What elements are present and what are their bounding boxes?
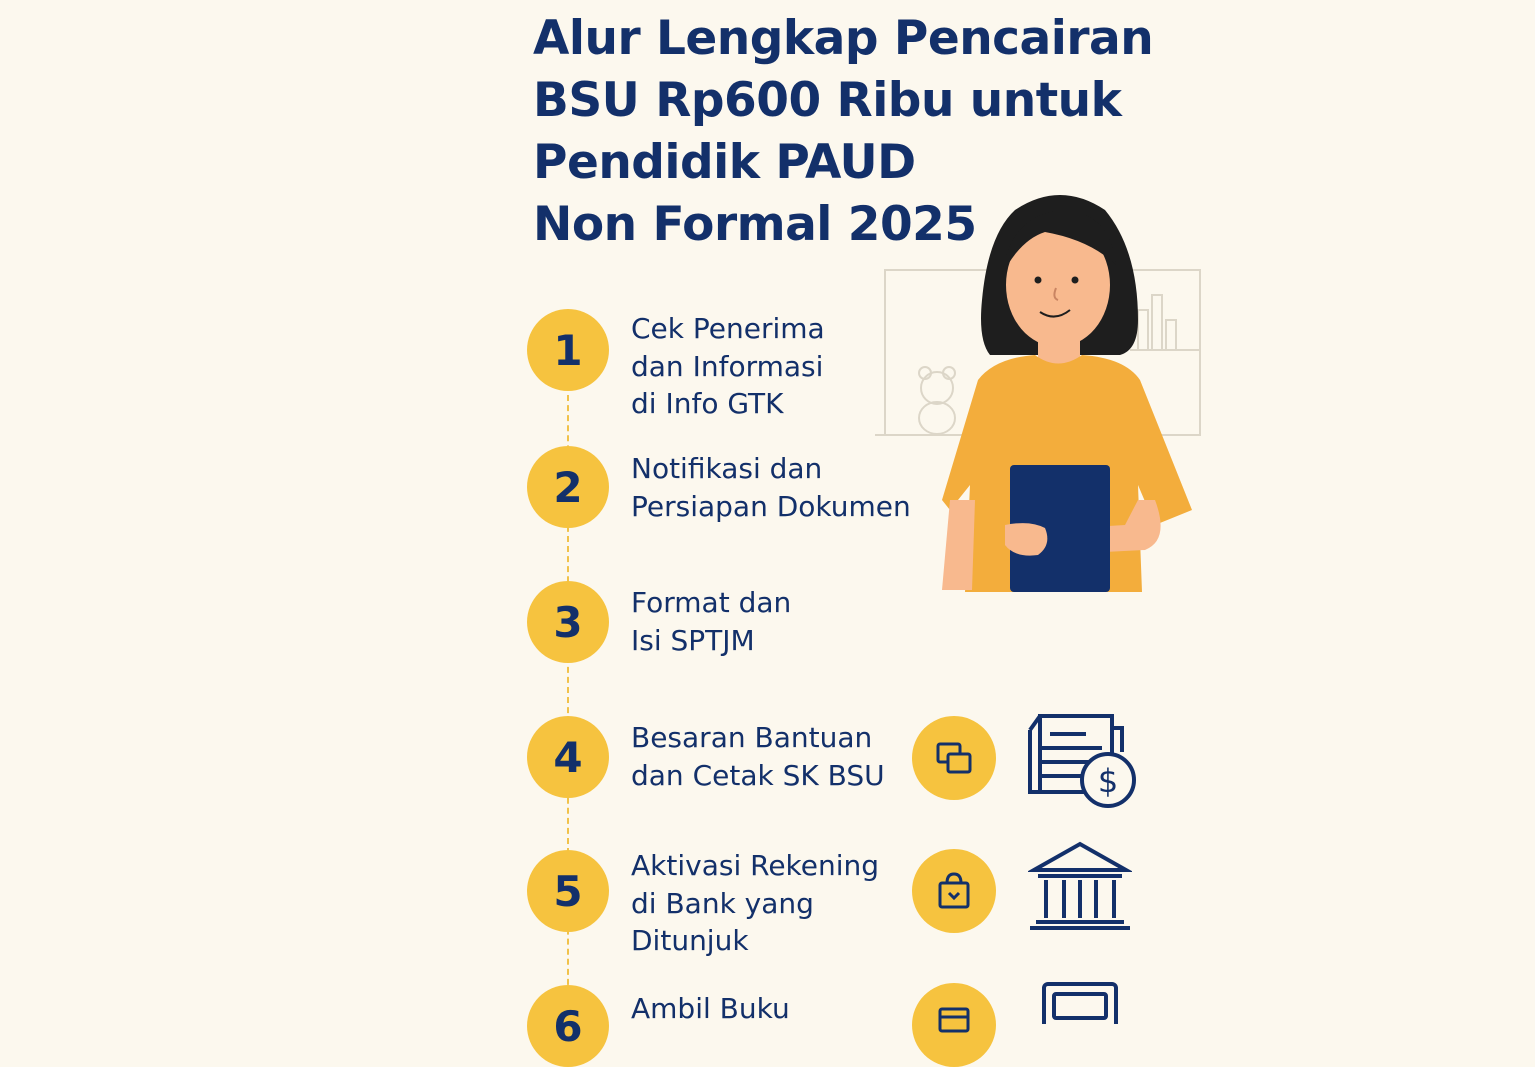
- step-3-line-1: Format dan: [631, 586, 792, 619]
- title-line-4: Non Formal 2025: [533, 197, 977, 252]
- step-6-line-1: Ambil Buku: [631, 992, 790, 1025]
- step-5-text: [631, 847, 931, 960]
- title-line-2: BSU Rp600 Ribu untuk: [533, 73, 1122, 128]
- step-1-line-2: dan Informasi: [631, 349, 824, 383]
- step-5-line-1: Aktivasi Rekening: [631, 849, 880, 882]
- bag-icon: [912, 849, 996, 933]
- bank-icon: [1028, 840, 1132, 932]
- step-5-number: 5: [527, 850, 609, 932]
- step-4-line-1: Besaran Bantuan: [631, 721, 873, 754]
- step-5-line-2: di Bank yang: [631, 886, 814, 920]
- step-4-text: [631, 719, 931, 794]
- step-2-line-2: Persiapan Dokumen: [631, 489, 911, 523]
- copy-icon: [912, 716, 996, 800]
- step-1-line-3: di Info GTK: [631, 387, 784, 420]
- document-dollar-icon: [1026, 712, 1140, 812]
- step-6-number: 6: [527, 985, 609, 1067]
- card-icon: [912, 983, 996, 1067]
- step-3-number: 3: [527, 581, 609, 663]
- step-1-number: 1: [527, 309, 609, 391]
- book-icon: [1040, 980, 1120, 1024]
- step-1-text: [631, 310, 931, 423]
- step-5-line-3: Ditunjuk: [631, 924, 749, 957]
- step-3-line-2: Isi SPTJM: [631, 623, 755, 657]
- step-2-text: [631, 450, 931, 525]
- step-2-line-1: Notifikasi dan: [631, 452, 823, 485]
- step-3-text: [631, 584, 931, 659]
- step-6-text: [631, 990, 931, 1028]
- title-line-1: Alur Lengkap Pencairan: [533, 11, 1154, 66]
- step-4-line-2: dan Cetak SK BSU: [631, 758, 885, 792]
- svg-text:$: $: [1097, 762, 1119, 800]
- step-1-line-1: Cek Penerima: [631, 312, 825, 345]
- title-line-3: Pendidik PAUD: [533, 135, 916, 190]
- step-4-number: 4: [527, 716, 609, 798]
- step-2-number: 2: [527, 446, 609, 528]
